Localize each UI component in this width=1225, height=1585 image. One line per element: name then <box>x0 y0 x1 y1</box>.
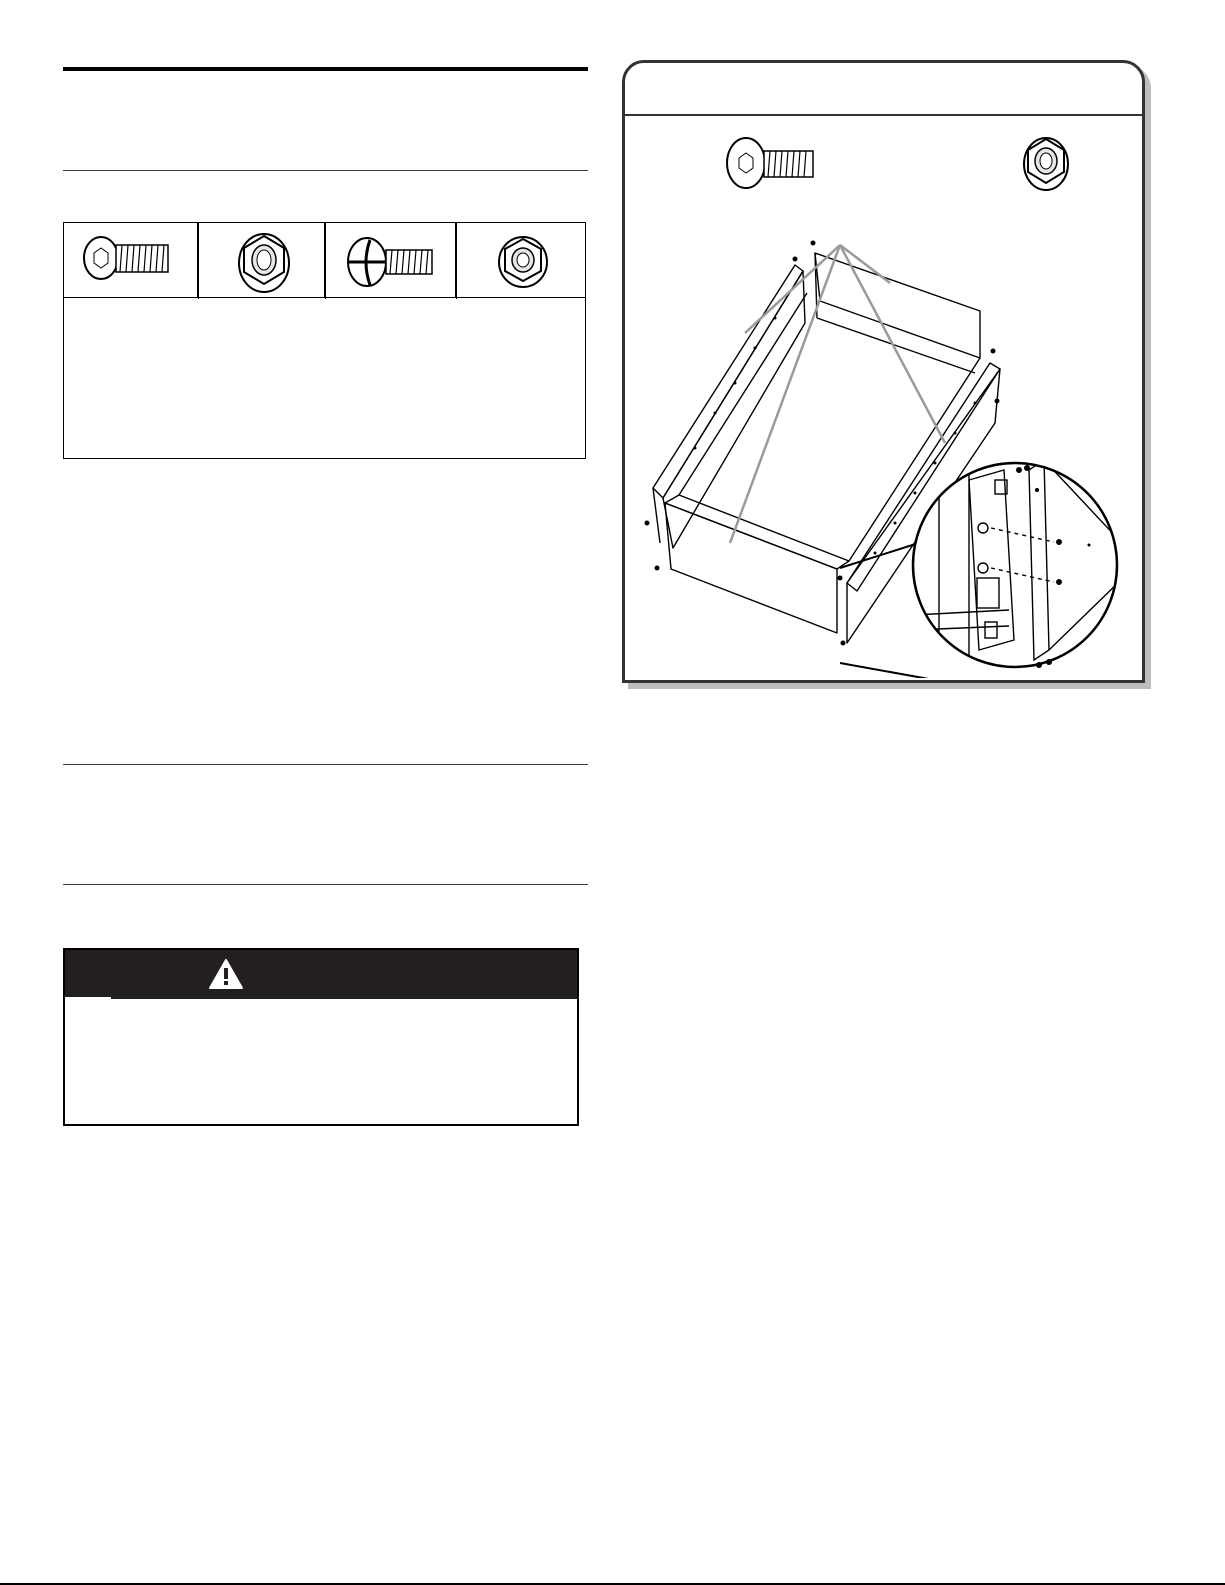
section-top-rule <box>63 67 588 71</box>
section-divider-2 <box>63 764 588 765</box>
flange-nut-icon <box>236 229 292 295</box>
flange-nut-small-icon <box>496 233 550 289</box>
corner-detail-magnifier <box>909 450 1121 680</box>
hardware-col-divider <box>197 222 198 297</box>
hardware-col-divider <box>325 223 326 299</box>
figure-header-rule <box>625 114 1142 116</box>
hardware-col-divider <box>324 222 325 297</box>
button-head-screw-icon <box>82 231 172 291</box>
warning-header <box>65 950 577 997</box>
warning-header-underline <box>111 997 579 999</box>
section-divider-1 <box>63 170 588 171</box>
hardware-col-divider <box>198 223 199 299</box>
warning-triangle-icon <box>208 958 244 990</box>
phillips-screw-icon <box>346 235 436 291</box>
warning-box <box>63 948 579 1126</box>
button-head-screw-icon <box>725 135 817 193</box>
hardware-col-divider <box>456 223 457 299</box>
section-divider-3 <box>63 884 588 885</box>
hardware-row-divider <box>63 297 586 298</box>
figure-panel <box>622 60 1145 683</box>
flange-nut-icon <box>1021 133 1071 193</box>
hardware-col-divider <box>455 222 456 297</box>
